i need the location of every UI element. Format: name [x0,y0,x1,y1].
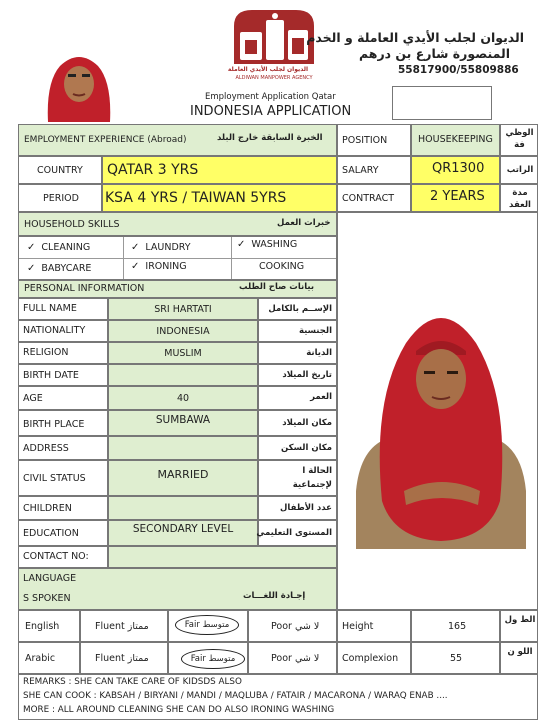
language-sub-label: S SPOKEN [23,593,71,604]
row-label: BIRTH DATE [23,370,79,381]
row-value [108,364,258,386]
reference-box [392,86,492,120]
personal-header [18,280,337,298]
employment-header-ar: الخبرة السابقة خارج البلد [217,133,323,143]
row-label-cell [18,460,108,496]
row-ar: مكان الميلاد [282,418,332,428]
remarks-line: SHE CAN COOK : KABSAH / BIRYANI / MANDI / MAQLUBA / FATAIR / MACARONA / WARAQ ENAB .... [23,691,448,701]
language-header-ar: إجـادة اللغـــات [243,591,306,601]
row-ar-cell [258,364,337,386]
row-value: INDONESIA [108,320,258,342]
country-label-cell [18,156,102,184]
skill-item: ✓ IRONING [131,261,187,272]
language-fair-cell [168,610,248,642]
row-ar: الديانة [306,348,332,358]
height-label: Height [342,621,374,632]
row-label-cell [18,342,108,364]
logo-caption-ar: الديوان لجلب الأيدي العاملة [227,66,308,73]
personal-header-ar: بيانات صاح الطلب [239,282,315,292]
position-label: POSITION [342,135,388,146]
skill-item: ✓ CLEANING [27,242,90,253]
skills-divider [123,237,124,279]
remarks-line: REMARKS : SHE CAN TAKE CARE OF KIDSDS ALSO [23,677,242,687]
row-ar: المستوى التعليمي [256,528,332,538]
row-value: SRI HARTATI [108,298,258,320]
period-label-cell [18,184,102,212]
page-title: INDONESIA APPLICATION [190,104,352,119]
height-ar-cell [500,610,538,642]
employment-header-en: EMPLOYMENT EXPERIENCE (Abroad) [24,135,187,145]
language-name: Arabic [25,653,56,664]
height-value: 165 [448,621,467,632]
row-label: NATIONALITY [23,325,86,336]
poor-option: Poor لا شي [271,653,320,664]
row-value [108,546,337,568]
row-ar: العمر [310,392,332,402]
row-label: FULL NAME [23,303,77,314]
row-value: MARRIED [108,460,258,496]
salary-label-cell [337,156,411,184]
language-header-label: LANGUAGE [23,573,77,584]
country-value-cell [102,156,337,184]
complexion-value-cell [411,642,500,674]
row-ar: الإســم بالكامل [268,304,332,314]
row-value [108,496,258,520]
salary-ar-cell [500,156,538,184]
row-label-cell [18,364,108,386]
row-label: BIRTH PLACE [23,419,85,430]
position-ar-cell [500,124,538,156]
row-label-cell [18,386,108,410]
language-name: English [25,621,60,632]
row-value [108,436,258,460]
complexion-label-cell [337,642,411,674]
row-label-cell [18,410,108,436]
row-value: SECONDARY LEVEL [108,520,258,546]
fair-option-circled: Fair متوسط [175,615,239,635]
row-label-cell [18,298,108,320]
salary-label: SALARY [342,165,379,176]
row-ar-cell [258,410,337,436]
skills-header-ar: خبرات العمل [277,218,331,228]
height-label-cell [337,610,411,642]
contract-label: CONTRACT [342,193,395,204]
complexion-label: Complexion [342,653,399,664]
row-value: MUSLIM [108,342,258,364]
page-subtitle: Employment Application Qatar [205,92,336,102]
complexion-value: 55 [450,653,463,664]
language-row-cell [18,642,80,674]
personal-header-en: PERSONAL INFORMATION [24,283,145,294]
row-ar-cell [258,460,337,496]
row-label: EDUCATION [23,528,79,539]
complexion-ar-cell [500,642,538,674]
salary-ar: الراتب [506,165,534,175]
row-label: CIVIL STATUS [23,473,86,484]
country-value: QATAR 3 YRS [107,162,199,178]
contract-label-cell [337,184,411,212]
row-label: CONTACT NO: [23,551,89,562]
portrait-small [40,52,118,122]
period-label: PERIOD [43,193,79,204]
portrait-large [356,291,526,549]
height-ar: الط ول [504,615,536,625]
period-value: KSA 4 YRS / TAIWAN 5YRS [105,190,287,206]
row-label-cell [18,520,108,546]
skill-item: ✓ LAUNDRY [131,242,191,253]
agency-phones: 55817900/55809886 [398,64,519,76]
row-ar: الحالة ا لإجتماعية [292,466,332,490]
language-row-cell [18,610,80,642]
row-label: CHILDREN [23,503,72,514]
row-ar-cell [258,342,337,364]
row-ar-cell [258,436,337,460]
row-label-cell [18,436,108,460]
row-label-cell [18,546,108,568]
salary-value: QR1300 [432,161,485,176]
skills-divider [231,237,232,279]
contract-ar-cell [500,184,538,212]
skills-divider [19,258,336,259]
height-value-cell [411,610,500,642]
contract-ar: مدة العقد [509,188,531,210]
employment-header [18,124,337,156]
row-value: SUMBAWA [108,410,258,436]
poor-option: Poor لا شي [271,621,320,632]
position-ar: الوظي فة [505,128,534,150]
row-ar: عدد الأطفال [280,503,332,513]
row-ar: تاريخ الميلاد [282,370,332,380]
row-label: RELIGION [23,347,69,358]
agency-address-ar: المنصورة شارع بن درهم [359,46,510,61]
skill-item: ✓ WASHING [237,239,297,250]
logo-caption-en: ALDIWAN MANPOWER AGENCY [235,75,313,81]
row-label: AGE [23,393,43,404]
skill-item: ✓ BABYCARE [27,263,91,274]
agency-name-ar: الديوان لجلب الأيدي العاملة و الخدم [306,30,524,45]
skills-grid [18,236,337,280]
fluent-option: Fluent ممتاز [95,621,149,632]
period-value-cell [102,184,337,212]
row-ar-cell [258,320,337,342]
row-label-cell [18,496,108,520]
skill-item: COOKING [259,261,305,272]
language-fair-cell [168,642,248,674]
language-poor-cell [248,610,337,642]
row-value: 40 [108,386,258,410]
language-header [18,568,337,610]
row-ar-cell [258,496,337,520]
complexion-ar: اللو ن [507,647,533,657]
contract-value: 2 YEARS [430,189,485,204]
remarks-line: MORE : ALL AROUND CLEANING SHE CAN DO ALSO IRONING WASHING [23,705,335,715]
skills-header-en: HOUSEHOLD SKILLS [24,219,120,230]
skills-header [18,212,337,236]
language-poor-cell [248,642,337,674]
row-label-cell [18,320,108,342]
language-fluent-cell [80,642,168,674]
row-ar-cell [258,298,337,320]
fair-option-circled: Fair متوسط [181,649,245,669]
row-ar: الجنسية [299,326,332,336]
position-value-cell [411,124,500,156]
position-value: HOUSEKEEPING [418,134,493,145]
agency-logo [228,6,320,86]
language-fluent-cell [80,610,168,642]
row-ar: مكان السكن [281,443,332,453]
row-label: ADDRESS [23,443,69,454]
position-label-cell [337,124,411,156]
photo-panel [337,212,538,610]
country-label: COUNTRY [37,165,83,176]
row-ar-cell [258,386,337,410]
remarks-box [18,674,538,720]
contract-value-cell [411,184,500,212]
row-ar-cell [258,520,337,546]
salary-value-cell [411,156,500,184]
fluent-option: Fluent ممتاز [95,653,149,664]
